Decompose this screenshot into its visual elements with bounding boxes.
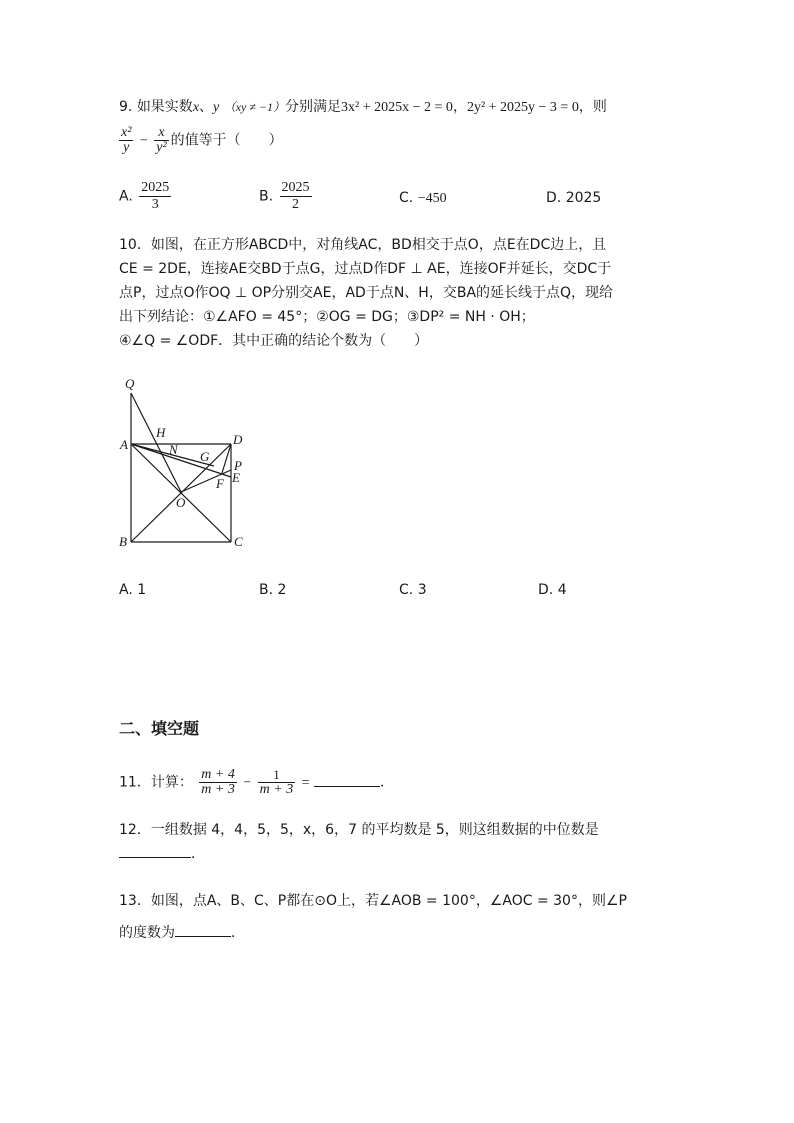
q10-line-2: CE = 2DE，连接AE交BD于点G，过点D作DF ⊥ AE，连接OF并延长，交DC于 — [119, 261, 612, 277]
q9-frac1-num: x² — [121, 125, 132, 140]
label-n: N — [169, 442, 178, 457]
q9-text-b: 分别满足 — [285, 99, 342, 115]
q9-var-x: x — [192, 100, 200, 115]
q9-line-2 — [117, 126, 283, 155]
q9-minus: − — [139, 133, 148, 149]
q9-sep: 、 — [199, 99, 214, 115]
section-title: 二、填空题 — [119, 719, 200, 738]
q11-line — [119, 768, 394, 797]
q11-f2-num: 1 — [258, 768, 296, 783]
q9-option-a[interactable] — [119, 180, 173, 213]
label-e: E — [232, 470, 240, 485]
label-d: D — [233, 432, 243, 447]
q9-frac2-den: y² — [156, 140, 167, 155]
q11-fraction-2 — [258, 768, 296, 797]
q10-option-b[interactable] — [259, 580, 286, 600]
q9-fraction-2 — [154, 126, 168, 155]
q9-option-c[interactable] — [399, 188, 447, 209]
label-c: C — [234, 534, 243, 549]
q9-frac2-num: x — [154, 126, 168, 141]
q12-line-2 — [119, 844, 205, 864]
q10-line-1: 10．如图，在正方形ABCD中，对角线AC，BD相交于点O，点E在DC边上，且 — [119, 237, 607, 253]
label-p: P — [234, 458, 242, 473]
label-q: Q — [125, 376, 135, 391]
q10-option-c[interactable] — [399, 580, 427, 600]
label-a: A — [120, 437, 128, 452]
q9-var-y: y — [213, 100, 220, 115]
label-b: B — [119, 534, 127, 549]
q9-option-b-fraction — [280, 180, 312, 213]
q9-option-d-value: 2025 — [565, 190, 602, 206]
q10-option-d-value: 4 — [557, 582, 567, 598]
q13-prefix: 的度数为 — [119, 925, 175, 941]
q10-option-d-label: D. — [538, 582, 554, 598]
q10-line-5: ④∠Q = ∠ODF．其中正确的结论个数为（ ） — [119, 333, 429, 349]
q9-text-a: 如果实数 — [136, 99, 193, 115]
q9-option-a-fraction — [139, 180, 171, 213]
label-g: G — [200, 449, 210, 464]
q12-suffix: ． — [191, 846, 205, 862]
q13-line-2 — [119, 923, 245, 943]
q9-option-a-den: 3 — [151, 197, 159, 212]
q10-line-4: 出下列结论：①∠AFO = 45°；②OG = DG；③DP² = NH · OH； — [119, 309, 535, 325]
q9-condition: （xy ≠ −1） — [223, 100, 286, 114]
q10-option-a-value: 1 — [137, 582, 147, 598]
q11-suffix: ． — [380, 774, 395, 791]
q10-option-d[interactable] — [538, 580, 567, 600]
q12-answer-blank[interactable] — [119, 845, 191, 858]
q11-fraction-1 — [199, 768, 237, 797]
q9-equation-2: 2y² + 2025y − 3 = 0 — [466, 100, 579, 115]
q9-equation-1: 3x² + 2025x − 2 = 0 — [341, 100, 453, 115]
q12-line-1: 12．一组数据 4，4，5，5，x，6，7 的平均数是 5，则这组数据的中位数是 — [119, 822, 599, 838]
q10-option-b-value: 2 — [277, 582, 287, 598]
q9-option-a-num: 2025 — [141, 180, 170, 195]
q9-option-b-num: 2025 — [281, 180, 310, 195]
q9-comma: ， — [452, 99, 467, 115]
q9-option-d[interactable] — [546, 188, 601, 208]
q9-option-c-value: −450 — [417, 191, 447, 206]
q9-option-a-label: A. — [119, 188, 133, 205]
q13-suffix: ． — [231, 925, 245, 941]
label-h: H — [156, 425, 166, 440]
q11-answer-blank[interactable] — [314, 774, 380, 787]
q9-number: 9. — [119, 99, 133, 115]
q10-geometry-figure — [110, 370, 270, 555]
q10-option-b-label: B. — [259, 582, 274, 598]
q11-minus: − — [243, 775, 252, 791]
q9-text-c: ，则 — [578, 99, 607, 115]
q10-option-c-label: C. — [399, 582, 414, 598]
line-ae — [131, 444, 231, 477]
q11-f2-den: m + 3 — [259, 782, 294, 797]
q9-frac1-den: y — [123, 140, 130, 155]
q9-option-b-den: 2 — [292, 197, 300, 212]
q10-line-3: 点P，过点O作OQ ⊥ OP分别交AE，AD于点N、H，交BA的延长线于点Q，现给 — [119, 285, 614, 301]
q9-option-b-label: B. — [259, 188, 274, 205]
q11-f1-num: m + 4 — [201, 767, 235, 782]
q10-option-a[interactable] — [119, 580, 146, 600]
q9-line-1 — [119, 97, 607, 118]
q13-line-1: 13．如图，点A、B、C、P都在⊙O上，若∠AOB = 100°，∠AOC = 30°，则∠P — [119, 893, 627, 909]
q9-option-c-label: C. — [399, 190, 414, 206]
q13-answer-blank[interactable] — [175, 924, 231, 937]
q11-prefix: 11．计算： — [119, 774, 193, 791]
q10-option-a-label: A. — [119, 582, 133, 598]
label-f: F — [216, 476, 224, 491]
q11-f1-den: m + 3 — [201, 782, 235, 797]
q9-option-d-label: D. — [546, 190, 562, 206]
q9-fraction-1 — [119, 126, 133, 155]
q11-equals: = — [301, 775, 310, 791]
q10-option-c-value: 3 — [417, 582, 427, 598]
q9-option-b[interactable] — [259, 180, 314, 213]
q9-text-d: 的值等于（ ） — [170, 132, 283, 149]
label-o: O — [176, 495, 186, 510]
